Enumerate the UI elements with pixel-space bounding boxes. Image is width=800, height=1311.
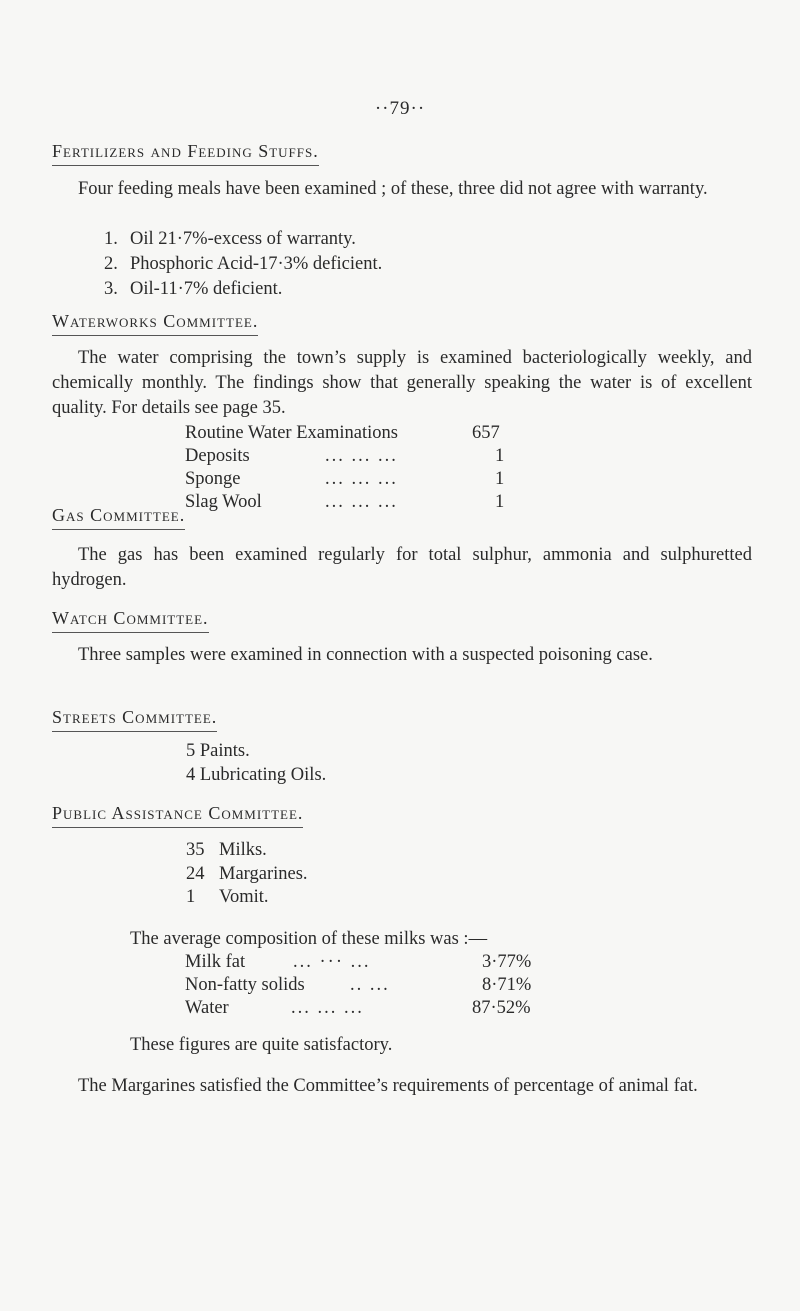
waterworks-row bbox=[185, 423, 515, 447]
row-value: 8·71% bbox=[482, 975, 532, 995]
item-number: 1 bbox=[186, 887, 196, 907]
item-number: 1. bbox=[104, 229, 118, 249]
row-value: 1 bbox=[495, 446, 505, 466]
page-number: ··79·· bbox=[374, 98, 426, 119]
item-number: 2. bbox=[104, 254, 118, 274]
waterworks-row bbox=[185, 446, 515, 470]
average-intro: The average composition of these milks was :— bbox=[130, 929, 488, 949]
row-label: Slag Wool bbox=[185, 492, 262, 512]
waterworks-row bbox=[185, 492, 515, 516]
waterworks-row bbox=[185, 469, 515, 493]
item-text: Phosphoric Acid-17·3% deficient. bbox=[130, 254, 383, 274]
waterworks-heading: Waterworks Committee. bbox=[52, 311, 258, 336]
row-dots: ... ··· ... bbox=[293, 952, 371, 972]
gas-heading: Gas Committee. bbox=[52, 505, 185, 530]
row-value: 1 bbox=[495, 469, 505, 489]
watch-heading: Watch Committee. bbox=[52, 608, 209, 633]
item-text: Milks. bbox=[219, 840, 267, 860]
composition-row bbox=[185, 975, 585, 999]
public-assistance-heading: Public Assistance Committee. bbox=[52, 803, 303, 828]
satisfactory-note: These figures are quite satisfactory. bbox=[130, 1035, 393, 1055]
item-number: 3. bbox=[104, 279, 118, 299]
row-label: Deposits bbox=[185, 446, 250, 466]
fertilizers-item-3 bbox=[104, 279, 282, 300]
item-text: Oil-11·7% deficient. bbox=[130, 279, 283, 299]
row-dots: ... ... ... bbox=[291, 998, 364, 1018]
fertilizers-item-2 bbox=[104, 254, 382, 275]
fertilizers-intro: Four feeding meals have been examined ; of these, three did not agree with warranty. bbox=[78, 179, 708, 199]
row-dots: .. ... bbox=[350, 975, 390, 995]
gas-text: The gas has been examined regularly for total sulphur, ammonia and sulphuretted hydrogen. bbox=[52, 545, 752, 590]
row-value: 1 bbox=[495, 492, 505, 512]
fertilizers-item-1 bbox=[104, 229, 356, 250]
row-label: Sponge bbox=[185, 469, 241, 489]
streets-item: 5 Paints. bbox=[186, 741, 250, 761]
margarines-note: The Margarines satisfied the Committee’s requirements of percentage of animal fat. bbox=[78, 1076, 698, 1096]
item-text: Vomit. bbox=[219, 887, 269, 907]
row-label: Water bbox=[185, 998, 229, 1018]
public-assistance-item bbox=[186, 887, 269, 908]
fertilizers-heading: Fertilizers and Feeding Stuffs. bbox=[52, 141, 319, 166]
waterworks-text: The water comprising the town’s supply is examined bacteriologically weekly, and chemically monthly. The findings show that generally speaking the water is of excellent quality. For details see page 35. bbox=[52, 348, 752, 418]
row-label: Milk fat bbox=[185, 952, 246, 972]
item-text: Margarines. bbox=[219, 864, 308, 884]
row-value: 3·77% bbox=[482, 952, 532, 972]
watch-text: Three samples were examined in connection with a suspected poisoning case. bbox=[78, 645, 653, 665]
row-dots: ... ... ... bbox=[325, 446, 398, 466]
composition-row bbox=[185, 998, 585, 1022]
row-value: 657 bbox=[472, 423, 500, 443]
streets-item: 4 Lubricating Oils. bbox=[186, 765, 327, 785]
row-dots: ... ... ... bbox=[325, 469, 398, 489]
composition-row bbox=[185, 952, 585, 976]
row-dots: ... ... ... bbox=[325, 492, 398, 512]
row-value: 87·52% bbox=[472, 998, 531, 1018]
item-number: 24 bbox=[186, 864, 205, 884]
public-assistance-item bbox=[186, 840, 267, 861]
streets-heading: Streets Committee. bbox=[52, 707, 217, 732]
row-label: Routine Water Examinations bbox=[185, 423, 398, 443]
row-label: Non-fatty solids bbox=[185, 975, 305, 995]
public-assistance-item bbox=[186, 864, 308, 885]
item-text: Oil 21·7%-excess of warranty. bbox=[130, 229, 356, 249]
item-number: 35 bbox=[186, 840, 205, 860]
